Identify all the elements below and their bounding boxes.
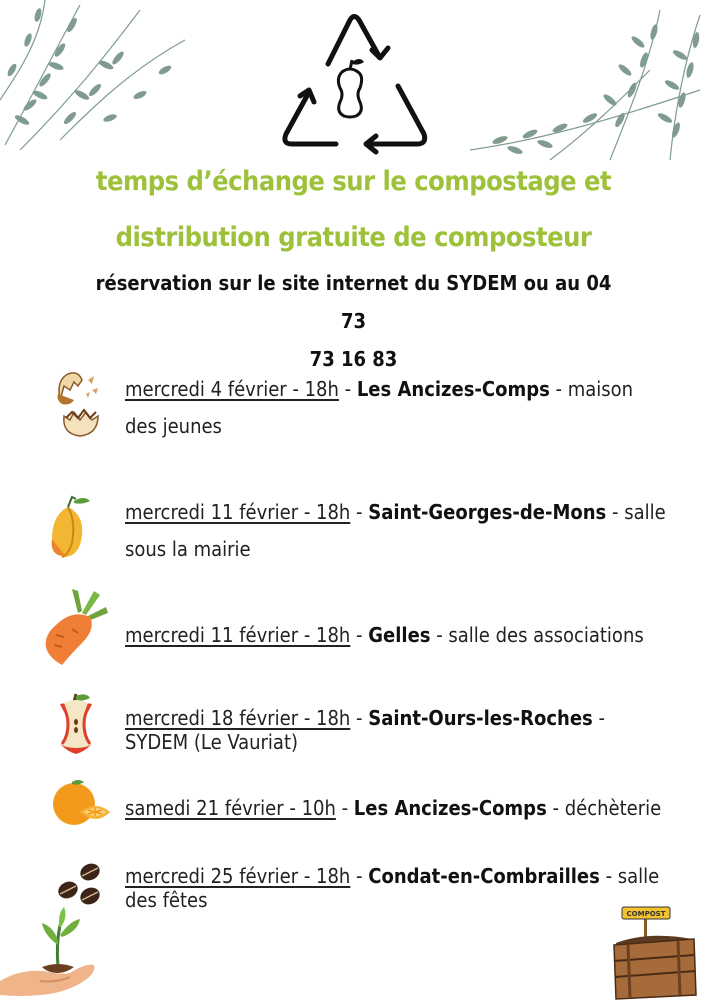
separator: - [549, 377, 568, 401]
leaves-right-decoration [460, 0, 707, 165]
recycle-apple-icon [276, 4, 432, 162]
event-place: Les Ancizes-Comps [356, 377, 550, 401]
event-venue: maison des jeunes [125, 377, 634, 438]
event-venue: salle des fêtes [125, 864, 660, 912]
event-place: Saint-Georges-de-Mons [368, 500, 607, 524]
event-item [125, 494, 670, 568]
carrot-icon [42, 585, 110, 667]
event-item [125, 706, 670, 754]
event-item [125, 790, 670, 827]
event-place: Les Ancizes-Comps [353, 796, 547, 820]
event-venue: déchèterie [564, 796, 662, 820]
separator: - [430, 623, 449, 647]
event-place: Condat-en-Combrailles [368, 864, 600, 888]
separator: - [335, 796, 354, 820]
reservation-line-1: réservation sur le site internet du SYDEM ou au 04 73 [95, 271, 612, 333]
leaves-left-decoration [0, 0, 190, 150]
separator: - [599, 864, 618, 888]
event-venue: salle des associations [448, 623, 644, 647]
separator: - [606, 500, 625, 524]
compost-crate-icon [608, 905, 700, 1000]
title-line-1: temps d’échange sur le compostage et [95, 166, 612, 197]
event-item [125, 864, 670, 912]
event-date: mercredi 25 février - 18h [125, 864, 351, 888]
event-date: mercredi 4 février - 18h [125, 377, 339, 401]
coffee-beans-icon [54, 860, 106, 910]
event-date: mercredi 11 février - 18h [125, 623, 351, 647]
separator: - [592, 706, 605, 730]
orange-icon [50, 778, 112, 830]
event-date: samedi 21 février - 10h [125, 796, 336, 820]
event-date: mercredi 18 février - 18h [125, 706, 351, 730]
separator: - [350, 864, 369, 888]
separator: - [350, 500, 369, 524]
event-venue: salle sous la mairie [125, 500, 666, 561]
title-line-2: distribution gratuite de composteur [115, 222, 592, 253]
event-venue: SYDEM (Le Vauriat) [125, 730, 299, 754]
event-place: Gelles [368, 623, 431, 647]
event-item [125, 617, 670, 654]
reservation-info [80, 264, 627, 378]
separator: - [350, 706, 369, 730]
eggshell-icon [52, 370, 104, 438]
event-date: mercredi 11 février - 18h [125, 500, 351, 524]
apple-core-icon [54, 692, 100, 756]
event-place: Saint-Ours-les-Roches [368, 706, 593, 730]
event-item [125, 371, 670, 445]
compost-sign-text: COMPOST [626, 910, 666, 918]
separator: - [350, 623, 369, 647]
hand-sprout-icon [0, 905, 100, 1000]
mango-peel-icon [46, 495, 96, 560]
reservation-phone: 73 16 83 [309, 347, 398, 371]
separator: - [338, 377, 357, 401]
separator: - [546, 796, 565, 820]
